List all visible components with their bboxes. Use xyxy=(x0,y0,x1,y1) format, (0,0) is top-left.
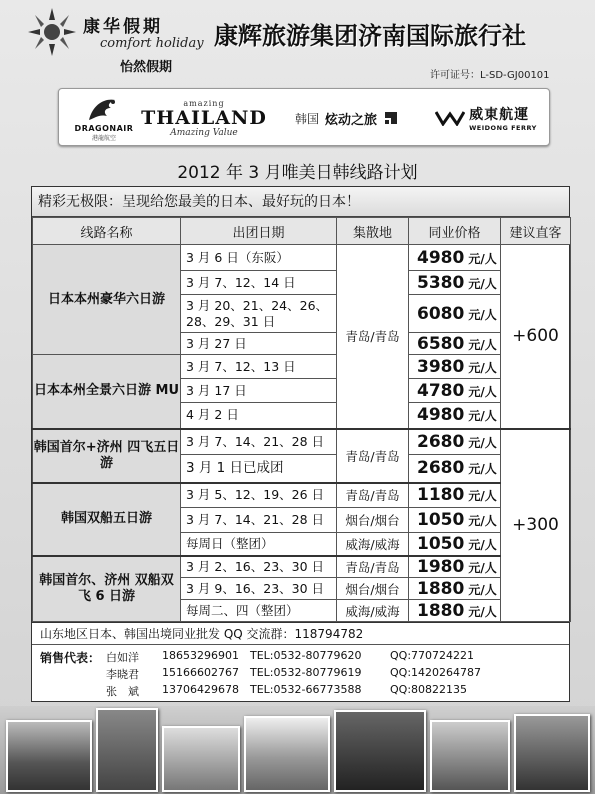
price-value: 4780 xyxy=(417,380,465,401)
hub-city: 烟台/烟台 xyxy=(337,578,409,600)
trade-price xyxy=(409,429,501,455)
night-bridge-photo xyxy=(334,710,426,792)
departure-date: 3 月 7、12、14 日 xyxy=(181,271,337,295)
star-logo-icon xyxy=(28,8,76,68)
departure-date: 每周二、四（整团） xyxy=(181,600,337,622)
pagoda-photo xyxy=(430,720,510,792)
trade-price xyxy=(409,556,501,578)
price-value: 4980 xyxy=(417,405,465,426)
korea-mark-icon xyxy=(383,110,399,126)
slogan: 精彩无极限：呈现给您最美的日本、最好玩的日本！ xyxy=(32,187,569,217)
rep-tel: TEL:0532-66773588 xyxy=(250,683,362,696)
thailand-top: amazing xyxy=(183,98,225,108)
departure-date: 3 月 7、14、21、28 日 xyxy=(181,508,337,533)
dragonair-logo xyxy=(67,89,141,147)
partner-banner xyxy=(58,88,550,146)
route-name: 日本本州豪华六日游 xyxy=(33,245,181,355)
price-unit: 元/人 xyxy=(468,307,497,322)
price-value: 2680 xyxy=(417,458,465,479)
brand-name-en: comfort holiday xyxy=(100,36,204,51)
price-unit: 元/人 xyxy=(468,582,497,597)
rep-tel: TEL:0532-80779619 xyxy=(250,666,362,679)
rep-name: 李晓君 xyxy=(106,668,139,681)
departure-date: 每周日（整团） xyxy=(181,533,337,556)
route-name: 韩国首尔、济州 双船双飞 6 日游 xyxy=(33,556,181,622)
route-name: 韩国双船五日游 xyxy=(33,483,181,556)
brand-name-cn: 康华假期 xyxy=(83,17,163,37)
palace-photo xyxy=(514,714,590,792)
rep-mobile: 15166602767 xyxy=(162,666,239,679)
price-value: 6080 xyxy=(417,303,465,324)
table-row xyxy=(33,483,571,508)
price-unit: 元/人 xyxy=(468,276,497,291)
dragonair-name: DRAGONAIR xyxy=(74,124,134,133)
hub-city: 威海/威海 xyxy=(337,533,409,556)
ferry-w-icon xyxy=(435,110,465,126)
korea-slogan: 炫动之旅 xyxy=(325,112,378,128)
departure-date: 3 月 1 日已成团 xyxy=(181,455,337,483)
rep-qq: QQ:770724221 xyxy=(390,649,475,662)
price-unit: 元/人 xyxy=(468,337,497,352)
hub-city: 青岛/青岛 xyxy=(337,556,409,578)
rep-qq: QQ:1420264787 xyxy=(390,666,482,679)
korea-logo xyxy=(281,89,413,147)
hub-city: 威海/威海 xyxy=(337,600,409,622)
dragonair-sub: 港龍航空 xyxy=(91,135,116,142)
departure-date: 3 月 6 日（东阪） xyxy=(181,245,337,271)
trade-price xyxy=(409,578,501,600)
korea-prefix: 韩国 xyxy=(294,111,319,126)
sales-reps xyxy=(32,645,569,701)
departure-date: 3 月 5、12、19、26 日 xyxy=(181,483,337,508)
brand-subtitle: 怡然假期 xyxy=(120,60,173,75)
weidong-ferry-logo xyxy=(427,89,545,147)
header-route: 线路名称 xyxy=(33,218,181,245)
thailand-name: THAILAND xyxy=(141,106,267,129)
table-row xyxy=(33,355,571,379)
hub-city: 烟台/烟台 xyxy=(337,508,409,533)
photo-collage xyxy=(0,706,595,794)
price-unit: 元/人 xyxy=(468,462,497,477)
trade-price xyxy=(409,271,501,295)
price-value: 6580 xyxy=(417,333,465,354)
trade-price xyxy=(409,508,501,533)
price-unit: 元/人 xyxy=(468,435,497,450)
price-value: 3980 xyxy=(417,356,465,377)
route-name: 韩国首尔+济州 四飞五日游 xyxy=(33,429,181,483)
weidong-en: WEIDONG FERRY xyxy=(469,124,537,132)
departure-date: 4 月 2 日 xyxy=(181,403,337,429)
price-value: 1980 xyxy=(417,556,465,577)
harbor-photo xyxy=(162,726,240,792)
license-number: 许可证号：L-SD-GJ00101 xyxy=(430,70,550,81)
page-title: 2012 年 3 月唯美日韩线路计划 xyxy=(177,163,418,183)
rep-mobile: 13706429678 xyxy=(162,683,239,696)
price-unit: 元/人 xyxy=(468,251,497,266)
departure-date: 3 月 9、16、23、30 日 xyxy=(181,578,337,600)
direct-markup: +300 xyxy=(501,429,571,622)
header-hub: 集散地 xyxy=(337,218,409,245)
table-row xyxy=(33,429,571,455)
trade-price xyxy=(409,295,501,333)
price-unit: 元/人 xyxy=(468,537,497,552)
table-row xyxy=(33,556,571,578)
price-value: 1180 xyxy=(417,485,465,506)
price-unit: 元/人 xyxy=(468,360,497,375)
trade-price xyxy=(409,600,501,622)
trade-price xyxy=(409,245,501,271)
trade-price xyxy=(409,483,501,508)
direct-markup: +600 xyxy=(501,245,571,429)
trade-price xyxy=(409,533,501,556)
price-value: 5380 xyxy=(417,272,465,293)
price-unit: 元/人 xyxy=(468,514,497,528)
price-value: 1050 xyxy=(417,510,465,530)
thailand-logo xyxy=(141,89,267,147)
contact-block xyxy=(31,622,570,702)
reps-label: 销售代表： xyxy=(40,651,101,665)
departure-date: 3 月 17 日 xyxy=(181,379,337,403)
trade-price xyxy=(409,355,501,379)
price-value: 4980 xyxy=(417,247,465,268)
trade-price xyxy=(409,379,501,403)
price-unit: 元/人 xyxy=(468,604,497,619)
thailand-tagline: Amazing Value xyxy=(170,127,238,138)
rep-tel: TEL:0532-80779620 xyxy=(250,649,362,662)
table-row xyxy=(33,245,571,271)
route-name: 日本本州全景六日游 MU xyxy=(33,355,181,429)
price-value: 2680 xyxy=(417,431,465,452)
price-unit: 元/人 xyxy=(468,384,497,399)
hub-city: 青岛/青岛 xyxy=(337,245,409,429)
route-table xyxy=(32,217,571,622)
rep-name: 白如洋 xyxy=(106,651,139,664)
price-value: 1880 xyxy=(417,578,465,599)
departure-date: 3 月 2、16、23、30 日 xyxy=(181,556,337,578)
departure-date: 3 月 7、14、21、28 日 xyxy=(181,429,337,455)
hub-city: 青岛/青岛 xyxy=(337,483,409,508)
weidong-name: 威東航運 xyxy=(469,107,530,123)
dragon-icon xyxy=(85,94,123,124)
trade-price xyxy=(409,403,501,429)
departure-date: 3 月 20、21、24、26、28、29、31 日 xyxy=(181,295,337,333)
company-name: 康辉旅游集团济南国际旅行社 xyxy=(214,22,526,50)
rep-name: 张 斌 xyxy=(106,685,139,698)
trade-price xyxy=(409,333,501,355)
price-value: 1880 xyxy=(417,600,465,621)
statue-photo xyxy=(96,708,158,792)
price-unit: 元/人 xyxy=(468,409,497,424)
header-price: 同业价格 xyxy=(409,218,501,245)
route-table-block xyxy=(31,186,570,623)
rep-mobile: 18653296901 xyxy=(162,649,239,662)
rep-qq: QQ:80822135 xyxy=(390,683,468,696)
header-direct: 建议直客 xyxy=(501,218,571,245)
table-header-row xyxy=(33,218,571,245)
price-value: 1050 xyxy=(417,533,465,554)
qq-group-line: 山东地区日本、韩国出境同业批发 QQ 交流群：118794782 xyxy=(32,623,569,645)
price-unit: 元/人 xyxy=(468,560,497,575)
header-date: 出团日期 xyxy=(181,218,337,245)
temple-photo xyxy=(6,720,92,792)
header xyxy=(0,0,595,88)
price-unit: 元/人 xyxy=(468,489,497,504)
trade-price xyxy=(409,455,501,483)
islands-photo xyxy=(244,716,330,792)
hub-city: 青岛/青岛 xyxy=(337,429,409,483)
departure-date: 3 月 7、12、13 日 xyxy=(181,355,337,379)
departure-date: 3 月 27 日 xyxy=(181,333,337,355)
